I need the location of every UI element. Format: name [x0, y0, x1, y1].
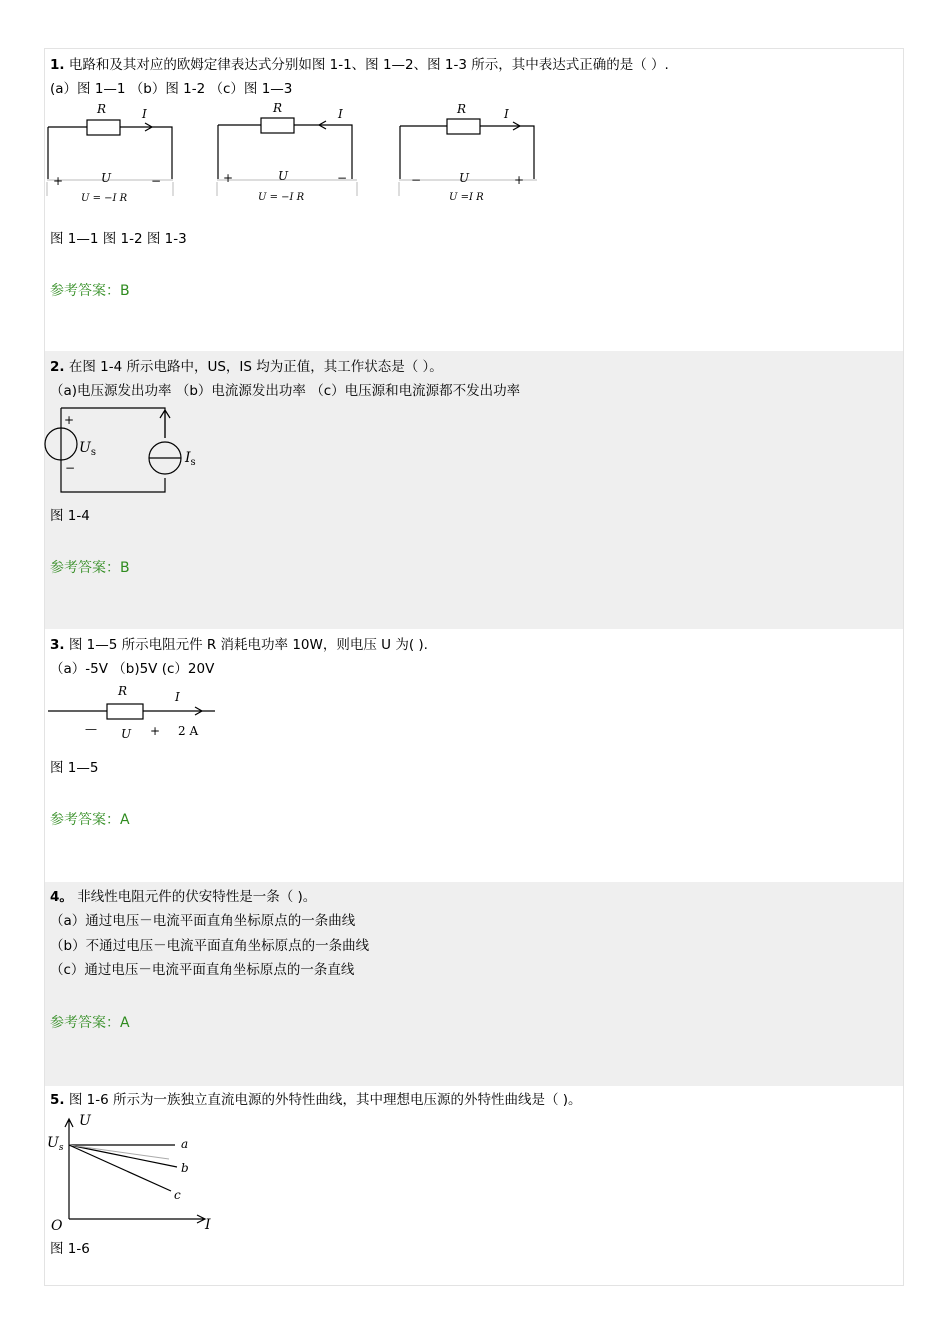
- label-i: I: [504, 107, 509, 121]
- reference-answer: 参考答案：A: [50, 1015, 130, 1031]
- label-i: I: [142, 107, 147, 121]
- label-r: R: [118, 684, 128, 698]
- question-1-options: (a）图 1—1 （b）图 1-2 （c）图 1—3: [50, 81, 293, 97]
- formula: U =I R: [449, 192, 484, 203]
- curve-c-label: c: [174, 1188, 181, 1202]
- figure-caption: 图 1—5: [50, 760, 99, 776]
- question-2-stem: [50, 358, 443, 376]
- label-left-sign: +: [223, 171, 234, 185]
- label-r: R: [273, 101, 283, 115]
- curve-a-label: a: [181, 1137, 189, 1151]
- question-4-stem: [50, 888, 316, 906]
- origin-label: O: [51, 1218, 63, 1234]
- question-3-stem: [50, 636, 428, 654]
- label-u: U: [101, 171, 112, 185]
- label-left-sign: +: [53, 174, 64, 188]
- reference-answer: 参考答案：A: [50, 812, 130, 828]
- label-right-sign: −: [337, 171, 348, 185]
- question-1-stem: [50, 56, 669, 74]
- figure-caption: 图 1-6: [50, 1241, 90, 1257]
- reference-answer: 参考答案：B: [50, 283, 130, 299]
- label-u: U: [121, 727, 132, 741]
- question-3: [45, 629, 903, 881]
- label-current: 2 A: [178, 724, 199, 738]
- label-minus: —: [85, 722, 97, 736]
- question-2: [45, 351, 903, 629]
- curve-b-label: b: [181, 1161, 189, 1175]
- label-u: U: [278, 169, 289, 183]
- formula: U = −I R: [258, 192, 305, 203]
- label-i: I: [175, 690, 180, 704]
- label-r: R: [97, 102, 107, 116]
- question-5-stem: [50, 1091, 582, 1109]
- formula: U = −I R: [81, 193, 128, 204]
- figure-1-5: [45, 681, 220, 746]
- label-u: U: [459, 171, 470, 185]
- figure-1-2: [215, 101, 360, 204]
- curve-b: [69, 1145, 177, 1167]
- question-number: 4。: [50, 889, 73, 905]
- question-1: [45, 49, 903, 349]
- question-text: 在图 1-4 所示电路中，US，IS 均为正值，其工作状态是（ ）。: [68, 359, 443, 375]
- label-i: I: [338, 107, 343, 121]
- question-4-option-a: （a）通过电压－电流平面直角坐标原点的一条曲线: [50, 913, 356, 929]
- figure-1-4: [45, 406, 210, 501]
- question-text: 图 1-6 所示为一族独立直流电源的外特性曲线，其中理想电压源的外特性曲线是（ )。: [68, 1092, 582, 1108]
- label-left-sign: −: [411, 173, 422, 187]
- figure-caption: 图 1—1 图 1-2 图 1-3: [50, 231, 187, 247]
- question-4-option-c: （c）通过电压－电流平面直角坐标原点的一条直线: [50, 962, 355, 978]
- axis-label-u: U: [79, 1113, 91, 1129]
- axis-label-i: I: [205, 1217, 211, 1233]
- figure-1-1: [45, 104, 175, 204]
- question-number: 3.: [50, 637, 65, 653]
- label-right-sign: +: [514, 173, 525, 187]
- question-number: 2.: [50, 359, 65, 375]
- label-us: $U_s$: [47, 1135, 64, 1153]
- label-minus: −: [65, 461, 76, 475]
- question-2-options: （a)电压源发出功率 （b）电流源发出功率 （c）电压源和电流源都不发出功率: [50, 383, 521, 399]
- question-5: [45, 1087, 903, 1285]
- figure-1-3: [397, 104, 542, 204]
- label-us: $U_s$: [79, 440, 96, 458]
- figure-1-6: [45, 1111, 225, 1236]
- question-text: 非线性电阻元件的伏安特性是一条（ )。: [77, 889, 317, 905]
- question-number: 1.: [50, 57, 65, 73]
- label-r: R: [457, 102, 467, 116]
- label-is: $I_s$: [185, 450, 196, 468]
- question-number: 5.: [50, 1092, 65, 1108]
- label-plus: +: [150, 724, 161, 738]
- question-text: 电路和及其对应的欧姆定律表达式分别如图 1-1、图 1—2、图 1-3 所示，其中表达式正确的是（ ）.: [68, 57, 669, 73]
- question-text: 图 1—5 所示电阻元件 R 消耗电功率 10W，则电压 U 为( ).: [68, 637, 428, 653]
- figure-caption: 图 1-4: [50, 508, 90, 524]
- reference-answer: 参考答案：B: [50, 560, 130, 576]
- question-4: [45, 882, 903, 1086]
- question-3-options: （a）-5V （b)5V (c）20V: [50, 661, 215, 677]
- label-plus: +: [64, 413, 75, 427]
- label-right-sign: −: [151, 174, 162, 188]
- question-4-option-b: （b）不通过电压－电流平面直角坐标原点的一条曲线: [50, 938, 370, 954]
